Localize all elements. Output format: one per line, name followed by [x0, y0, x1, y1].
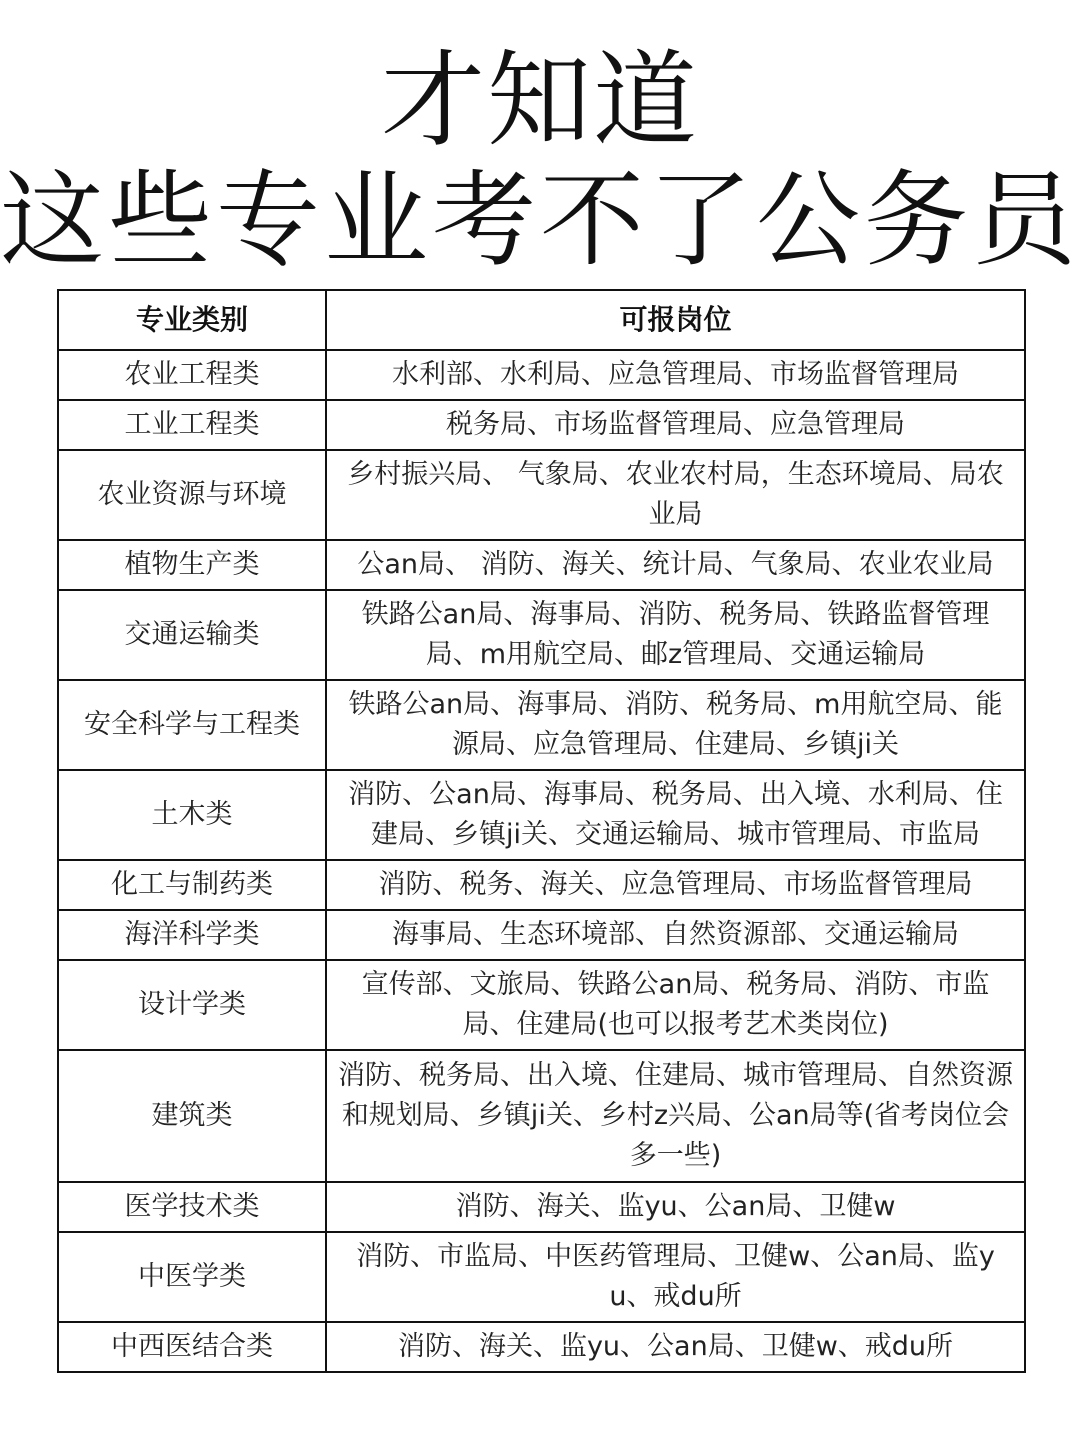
table-row	[58, 400, 1025, 450]
table-row	[58, 540, 1025, 590]
positions-cell: 宣传部、文旅局、铁路公an局、税务局、消防、市监局、住建局(也可以报考艺术类岗位)	[326, 960, 1025, 1050]
positions-cell: 消防、公an局、海事局、税务局、出入境、水利局、住建局、乡镇ji关、交通运输局、城市管理局、市监局	[326, 770, 1025, 860]
major-cell: 农业资源与环境	[58, 450, 326, 540]
positions-cell: 公an局、 消防、海关、统计局、气象局、农业农业局	[326, 540, 1025, 590]
majors-table-container	[57, 289, 1024, 1373]
table-row	[58, 350, 1025, 400]
title-line-1: 才知道	[380, 39, 699, 161]
positions-cell: 海事局、生态环境部、自然资源部、交通运输局	[326, 910, 1025, 960]
table-row	[58, 770, 1025, 860]
major-cell: 交通运输类	[58, 590, 326, 680]
table-row	[58, 1232, 1025, 1322]
table-row	[58, 960, 1025, 1050]
table-row	[58, 1050, 1025, 1182]
major-cell: 海洋科学类	[58, 910, 326, 960]
major-cell: 中西医结合类	[58, 1322, 326, 1372]
table-row	[58, 1322, 1025, 1372]
positions-cell: 消防、海关、监yu、公an局、卫健w、戒du所	[326, 1322, 1025, 1372]
major-cell: 建筑类	[58, 1050, 326, 1182]
positions-cell: 税务局、市场监督管理局、应急管理局	[326, 400, 1025, 450]
positions-cell: 消防、税务、海关、应急管理局、市场监督管理局	[326, 860, 1025, 910]
table-row	[58, 860, 1025, 910]
positions-cell: 水利部、水利局、应急管理局、市场监督管理局	[326, 350, 1025, 400]
table-row	[58, 910, 1025, 960]
major-cell: 设计学类	[58, 960, 326, 1050]
major-cell: 植物生产类	[58, 540, 326, 590]
major-cell: 医学技术类	[58, 1182, 326, 1232]
table-row	[58, 590, 1025, 680]
positions-cell: 乡村振兴局、 气象局、农业农村局，生态环境局、局农业局	[326, 450, 1025, 540]
table-row	[58, 450, 1025, 540]
major-cell: 工业工程类	[58, 400, 326, 450]
table-row	[58, 680, 1025, 770]
positions-cell: 消防、税务局、出入境、住建局、城市管理局、自然资源和规划局、乡镇ji关、乡村z兴局、公an局等(省考岗位会多一些)	[326, 1050, 1025, 1182]
major-cell: 安全科学与工程类	[58, 680, 326, 770]
major-cell: 化工与制药类	[58, 860, 326, 910]
title-line-2: 这些专业考不了公务员	[0, 159, 1080, 281]
table-header-row	[58, 290, 1025, 350]
positions-cell: 铁路公an局、海事局、消防、税务局、铁路监督管理局、m用航空局、邮z管理局、交通运输局	[326, 590, 1025, 680]
positions-cell: 消防、市监局、中医药管理局、卫健w、公an局、监yu、戒du所	[326, 1232, 1025, 1322]
positions-cell: 消防、海关、监yu、公an局、卫健w	[326, 1182, 1025, 1232]
header-major-category: 专业类别	[58, 290, 326, 350]
positions-cell: 铁路公an局、海事局、消防、税务局、m用航空局、能源局、应急管理局、住建局、乡镇ji关	[326, 680, 1025, 770]
major-cell: 农业工程类	[58, 350, 326, 400]
header-eligible-positions: 可报岗位	[326, 290, 1025, 350]
majors-table	[57, 289, 1026, 1373]
table-row	[58, 1182, 1025, 1232]
page-title	[0, 40, 1080, 280]
major-cell: 中医学类	[58, 1232, 326, 1322]
major-cell: 土木类	[58, 770, 326, 860]
